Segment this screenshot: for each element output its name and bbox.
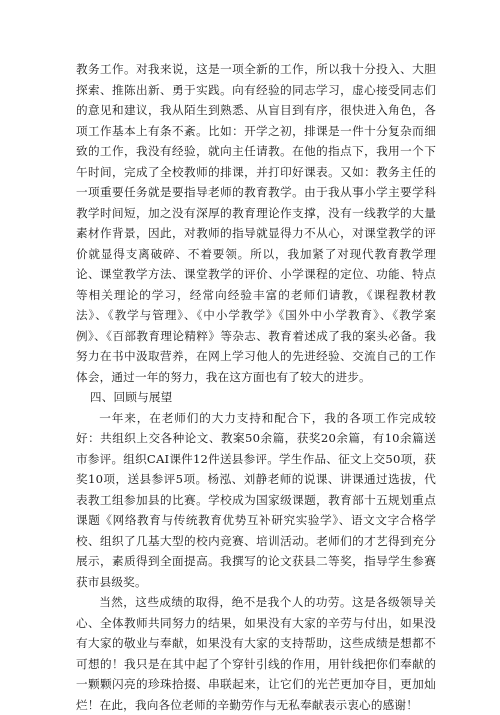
paragraph-continued-text: 教务工作。对我来说，这是一项全新的工作，所以我十分投入、大胆探索、推陈出新、勇于实践。向有经验的同志学习，虚心接受同志们的意见和建议，我从陌生到熟悉、从盲目到有序，很快进入角色，各项工作基本上有条不紊。比如：开学之初，排课是一件十分复杂而细致的工作，我没有经验，就向主任请教。在他的指点下，我用一个下午时间，完成了全校教师的排课，并打印好课表。又如：教务主任的一项重要任务就是要指导老师的教育教学。由于我从事小学主要学科教学时间短，加之没有深厚的教育理论作支撑，没有一线教学的大量素材作背景，因此，对教师的指导就显得力不从心，对课堂教学的评价就显得支离破碎、不着要领。所以，我加紧了对现代教育教学理论、课堂教学方法、课堂教学的评价、小学课程的定位、功能、特点等相关理论的学习，经常向经验丰富的老师们请教，《课程教材教法》、《教学与管理》、《中小学教学》《国外中小学教育》、《教学案例》、《百部教育理论精粹》等杂志、教育着述成了我的案头必备。我努力在书中汲取营养，在网上学习他人的先进经验、交流自己的工作体会，通过一年的努力，我在这方面也有了较大的进步。 [76,62,436,384]
paragraph-thanks: 当然，这些成绩的取得，绝不是我个人的功劳。这是各级领导关心、全体教师共同努力的结果，如果没有大家的辛劳与付出，如果没有大家的敬业与奉献，如果没有大家的支持帮助，这些成绩是想都不可想的！我只是在其中起了个穿针引线的作用，用针线把你们奉献的一颗颗闪亮的珍珠拾掇、串联起来，让它们的光芒更加夺目，更加灿烂！在此，我向各位老师的辛勤劳作与无私奉献表示衷心的感谢！ [76,595,436,712]
section-heading: 四、回顾与展望 [89,390,173,404]
document-body [76,59,436,715]
paragraph-results: 一年来，在老师们的大力支持和配合下，我的各项工作完成较好：共组织上交各种论文、教案50余篇，获奖20余篇，有10余篇送市参评。组织CAI课件12件送县参评。学生作品、征文上交50项，获奖10项，送县参评5项。杨泓、刘静老师的说课、讲课通过选拔，代表教工组参加县的比赛。学校成为国家级课题，教育部十五规划重点课题《网络教育与传统教育优势互补研究实验学》、语文文字合格学校、组织了几基大型的校内竞赛、培训活动。老师们的才艺得到充分展示，素质得到全面提高。我撰写的论文获县二等奖，指导学生参赛获市县级奖。 [76,410,436,589]
